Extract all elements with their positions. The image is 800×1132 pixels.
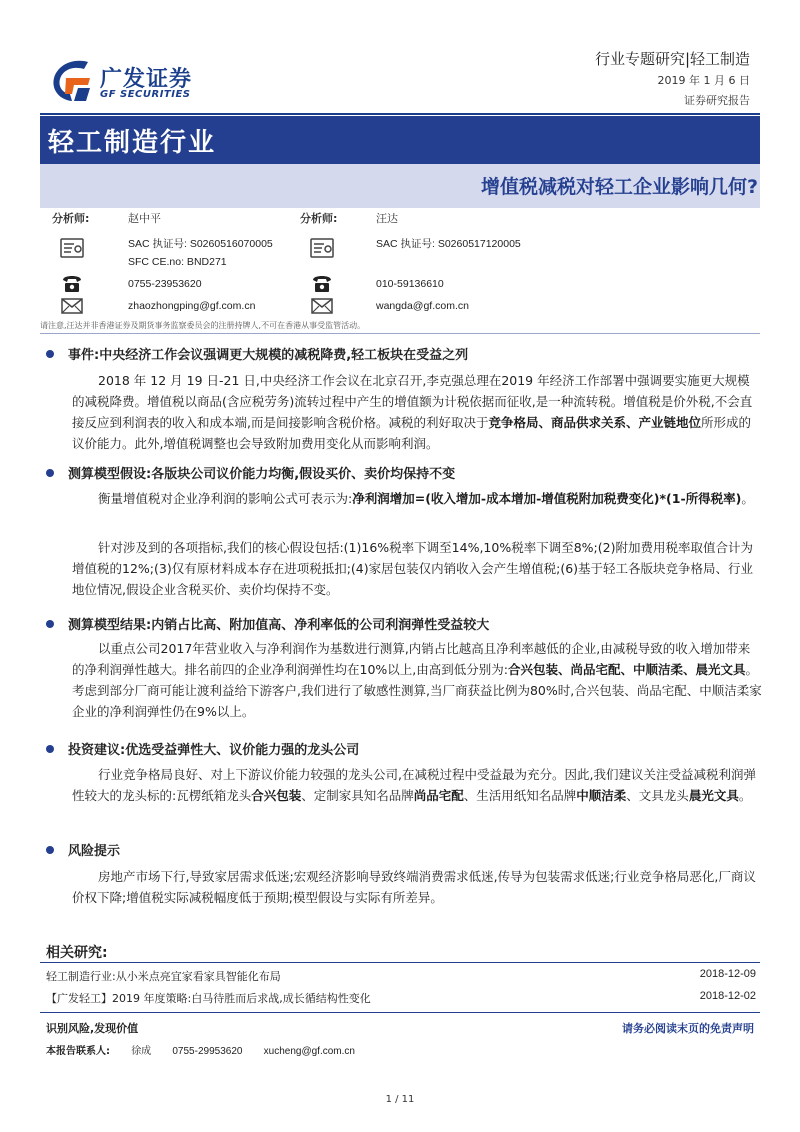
report-type: 行业专题研究|轻工制造 [594,50,750,68]
related-item[interactable] [46,990,756,1006]
section-heading-result [46,614,489,633]
analyst-1-sfc: SFC CE.no: BND271 [128,256,227,268]
industry-title: 轻工制造行业 [48,128,217,158]
text: 。考虑到部分厂商可能让渡利益给下游客户,我们进行了敏感性测算,当厂商获益比例为80%时,合兴包装、尚品宅配、中顺洁柔家企业的净利润弹性仍在9%以上。 [72,662,762,719]
bold-text: 竞争格局、商品供求关系、产业链地位 [488,415,701,430]
section-heading-text: 投资建议:优选受益弹性大、议价能力强的龙头公司 [68,743,360,758]
bold-text: 晨光文具 [688,788,739,803]
contact-name: 徐成 [131,1046,152,1057]
section-paragraph-investment [72,764,762,806]
bullet-icon [46,350,54,358]
bullet-icon [46,620,54,628]
bullet-icon [46,846,54,854]
gf-logo-icon [48,56,94,104]
note-divider [40,333,760,334]
text: 、生活用纸知名品牌 [463,788,577,803]
text: 、文具龙头 [626,788,689,803]
text: 针对涉及到的各项指标,我们的核心假设包括:(1)16%税率下调至14%,10%税率下调至8%;(2)附加费用税率取值合计为增值税的12%;(3)仅有原材料成本存在进项税抵扣;(4)家居包装仅内销收入会产生增值税;(6)基于轻工各版块竞争格局、行业地位情况,假设企业含税买价、卖价均保持不变。 [72,540,754,597]
page-number: 1 / 11 [385,1094,415,1105]
section-heading-risk [46,840,120,859]
report-date: 2019 年 1 月 6 日 [657,74,750,87]
section-heading-assumption [46,463,455,482]
gf-logo [48,56,228,106]
text: 2018 年 12 月 19 日-21 日,中央经济工作会议在北京召开,李克强总理在2019 年经济工作部署中强调要实施更大规模的减税降费。增值税以商品(含应税劳务)流转过程中产生的增值额为计税依据而征收,是一种流转税。增值税是价外税,不会直接反应到利润表的收入和成本端,而是间接影响含税价格。减税的利好取决于 [72,373,753,430]
report-title: 增值税减税对轻工企业影响几何? [480,176,758,198]
related-item-date: 2018-12-09 [699,968,756,980]
brand-name-en: GF SECURITIES [100,89,191,100]
certificate-icon [60,238,84,258]
contact-email[interactable]: xucheng@gf.com.cn [263,1046,355,1057]
bold-text: 尚品宅配 [413,788,464,803]
bullet-icon [46,469,54,477]
section-heading-text: 测算模型结果:内销占比高、附加值高、净利率低的公司利润弹性受益较大 [68,618,490,633]
footer-disclaimer[interactable]: 请务必阅读末页的免责声明 [622,1022,754,1035]
analyst-1-phone: 0755-23953620 [128,278,202,290]
email-icon [310,296,334,316]
contact-phone: 0755-29953620 [172,1046,243,1057]
related-item[interactable] [46,968,756,984]
analyst-2-sac: SAC 执证号: S0260517120005 [376,238,521,250]
section-heading-text: 事件:中央经济工作会议强调更大规模的减税降费,轻工板块在受益之列 [68,348,469,363]
analyst-1-sac: SAC 执证号: S0260516070005 [128,238,273,250]
text: 房地产市场下行,导致家居需求低迷;宏观经济影响导致终端消费需求低迷,传导为包装需求低迷;行业竞争格局恶化,厂商议价权下降;增值税实际减税幅度低于预期;模型假设与实际有所差异。 [72,869,756,905]
analyst-2-label: 分析师: [300,212,338,225]
header-divider [40,113,760,115]
section-heading-investment [46,739,359,758]
related-bottom-divider [40,1012,760,1013]
email-icon [60,296,84,316]
analyst-1-email[interactable]: zhaozhongping@gf.com.cn [128,300,256,312]
text: 。 [738,788,752,803]
brand-name-cn: 广发证券 [100,67,193,92]
related-research-heading: 相关研究: [46,945,108,961]
section-paragraph-result [72,638,762,722]
related-item-date: 2018-12-02 [699,990,756,1002]
contact-label: 本报告联系人: [46,1046,110,1057]
bold-text: 中顺洁柔 [576,788,627,803]
bold-text: 合兴包装 [251,788,302,803]
analyst-2-name: 汪达 [376,212,398,225]
report-contact [46,1042,373,1057]
bullet-icon [46,745,54,753]
analyst-2-phone: 010-59136610 [376,278,444,290]
text: 。 [741,491,754,506]
section-heading-text: 测算模型假设:各版块公司议价能力均衡,假设买价、卖价均保持不变 [68,467,456,482]
phone-icon [60,274,84,294]
analyst-1-name: 赵中平 [128,212,161,225]
section-paragraph-formula [72,488,762,509]
related-item-title[interactable]: 轻工制造行业:从小米点亮宜家看家具智能化布局 [46,970,281,983]
section-heading-text: 风险提示 [68,844,121,859]
section-paragraph-risk [72,866,762,908]
related-item-title[interactable]: 【广发轻工】2019 年度策略:白马待胜而后求战,成长循结构性变化 [46,992,371,1005]
analyst-2-email[interactable]: wangda@gf.com.cn [376,300,469,312]
text: 、定制家具知名品牌 [301,788,414,803]
analyst-1-label: 分析师: [52,212,90,225]
text: 衡量增值税对企业净利润的影响公式可表示为: [98,491,353,506]
bold-text: 合兴包装、尚品宅配、中顺洁柔、晨光文具 [507,662,746,677]
related-divider [40,962,760,963]
text: 行业竞争格局良好、对上下游议价能力较强的龙头公司,在减税过程中受益最为充分。因此,我们建议关注受益减税利润弹性较大的龙头标的:瓦楞纸箱龙头 [72,767,756,803]
section-paragraph-event [72,370,762,454]
text: 所形成的议价能力。此外,增值税调整也会导致附加费用变化从而影响利润。 [72,415,752,451]
section-heading-event [46,344,468,363]
footer-slogan: 识别风险,发现价值 [46,1022,139,1035]
certificate-icon [310,238,334,258]
bold-text: 净利润增加=(收入增加-成本增加-增值税附加税费变化)*(1-所得税率) [352,491,742,506]
report-kind: 证券研究报告 [684,94,750,107]
section-paragraph-assumptions [72,537,762,600]
phone-icon [310,274,334,294]
text: 以重点公司2017年营业收入与净利润作为基数进行测算,内销占比越高且净利率越低的企业,由减税导致的收入增加带来的净利润弹性越大。排名前四的企业净利润弹性均在10%以上,由高到低分别为: [72,641,751,677]
license-note: 请注意,汪达并非香港证券及期货事务监察委员会的注册持牌人,不可在香港从事受监管活动。 [40,321,366,330]
